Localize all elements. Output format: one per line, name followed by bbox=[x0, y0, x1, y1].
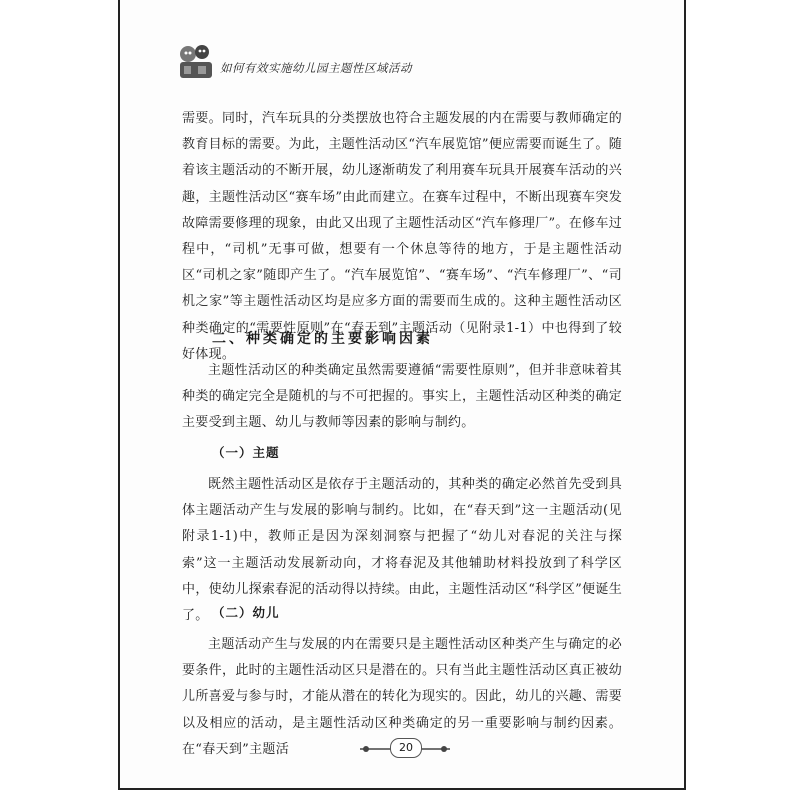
subsection-heading-theme: （一）主题 bbox=[212, 445, 280, 460]
subsection-heading-children: （二）幼儿 bbox=[212, 605, 280, 620]
page-footer bbox=[120, 738, 684, 758]
book-page bbox=[118, 0, 686, 790]
paragraph-4: 主题活动产生与发展的内在需要只是主题性活动区种类产生与确定的必要条件，此时的主题性活动区只是潜在的。只有当此主题性活动区真正被幼儿所喜爱与参与时，才能从潜在的转化为现实的。因此，幼儿的兴趣、需要以及相应的活动，是主题性活动区种类确定的另一重要影响与制约因素。在“春天到”主题活 bbox=[182, 637, 622, 757]
paragraph-2-block bbox=[182, 358, 622, 437]
paragraph-2: 主题性活动区的种类确定虽然需要遵循“需要性原则”，但并非意味着其种类的确定完全是随机的与不可把握的。事实上，主题性活动区种类的确定主要受到主题、幼儿与教师等因素的影响与制约。 bbox=[182, 363, 622, 431]
page-number: 20 bbox=[390, 738, 422, 758]
running-header-title: 如何有效实施幼儿园主题性区域活动 bbox=[220, 61, 412, 75]
page-header bbox=[176, 40, 596, 82]
paragraph-3: 既然主题性活动区是依存于主题活动的，其种类的确定必然首先受到具体主题活动产生与发展的影响与制约。比如，在“春天到”这一主题活动(见附录1-1)中，教师正是因为深刻洞察与把握了“幼儿对春泥的关注与探索”这一主题活动发展新动向，才将春泥及其他辅助材料投放到了科学区中，使幼儿探索春泥的活动得以持续。由此，主题性活动区“科学区”便诞生了。 bbox=[182, 477, 622, 624]
children-logo-icon bbox=[176, 40, 216, 80]
paragraph-1: 需要。同时，汽车玩具的分类摆放也符合主题发展的内在需要与教师确定的教育目标的需要。为此，主题性活动区“汽车展览馆”便应需要而诞生了。随着该主题活动的不断开展，幼儿逐渐萌发了利用赛车玩具开展赛车活动的兴趣，主题性活动区“赛车场”由此而建立。在赛车过程中，不断出现赛车突发故障需要修理的现象，由此又出现了主题性活动区“汽车修理厂”。在修车过程中，“司机”无事可做，想要有一个休息等待的地方，于是主题性活动区“司机之家”随即产生了。“汽车展览馆”、“赛车场”、“汽车修理厂”、“司机之家”等主题性活动区均是应多方面的需要而生成的。这种主题性活动区种类确定的“需要性原则”在“春天到”主题活动（见附录1-1）中也得到了较好体现。 bbox=[182, 111, 622, 362]
section-heading: 二、种类确定的主要影响因素 bbox=[212, 331, 433, 347]
